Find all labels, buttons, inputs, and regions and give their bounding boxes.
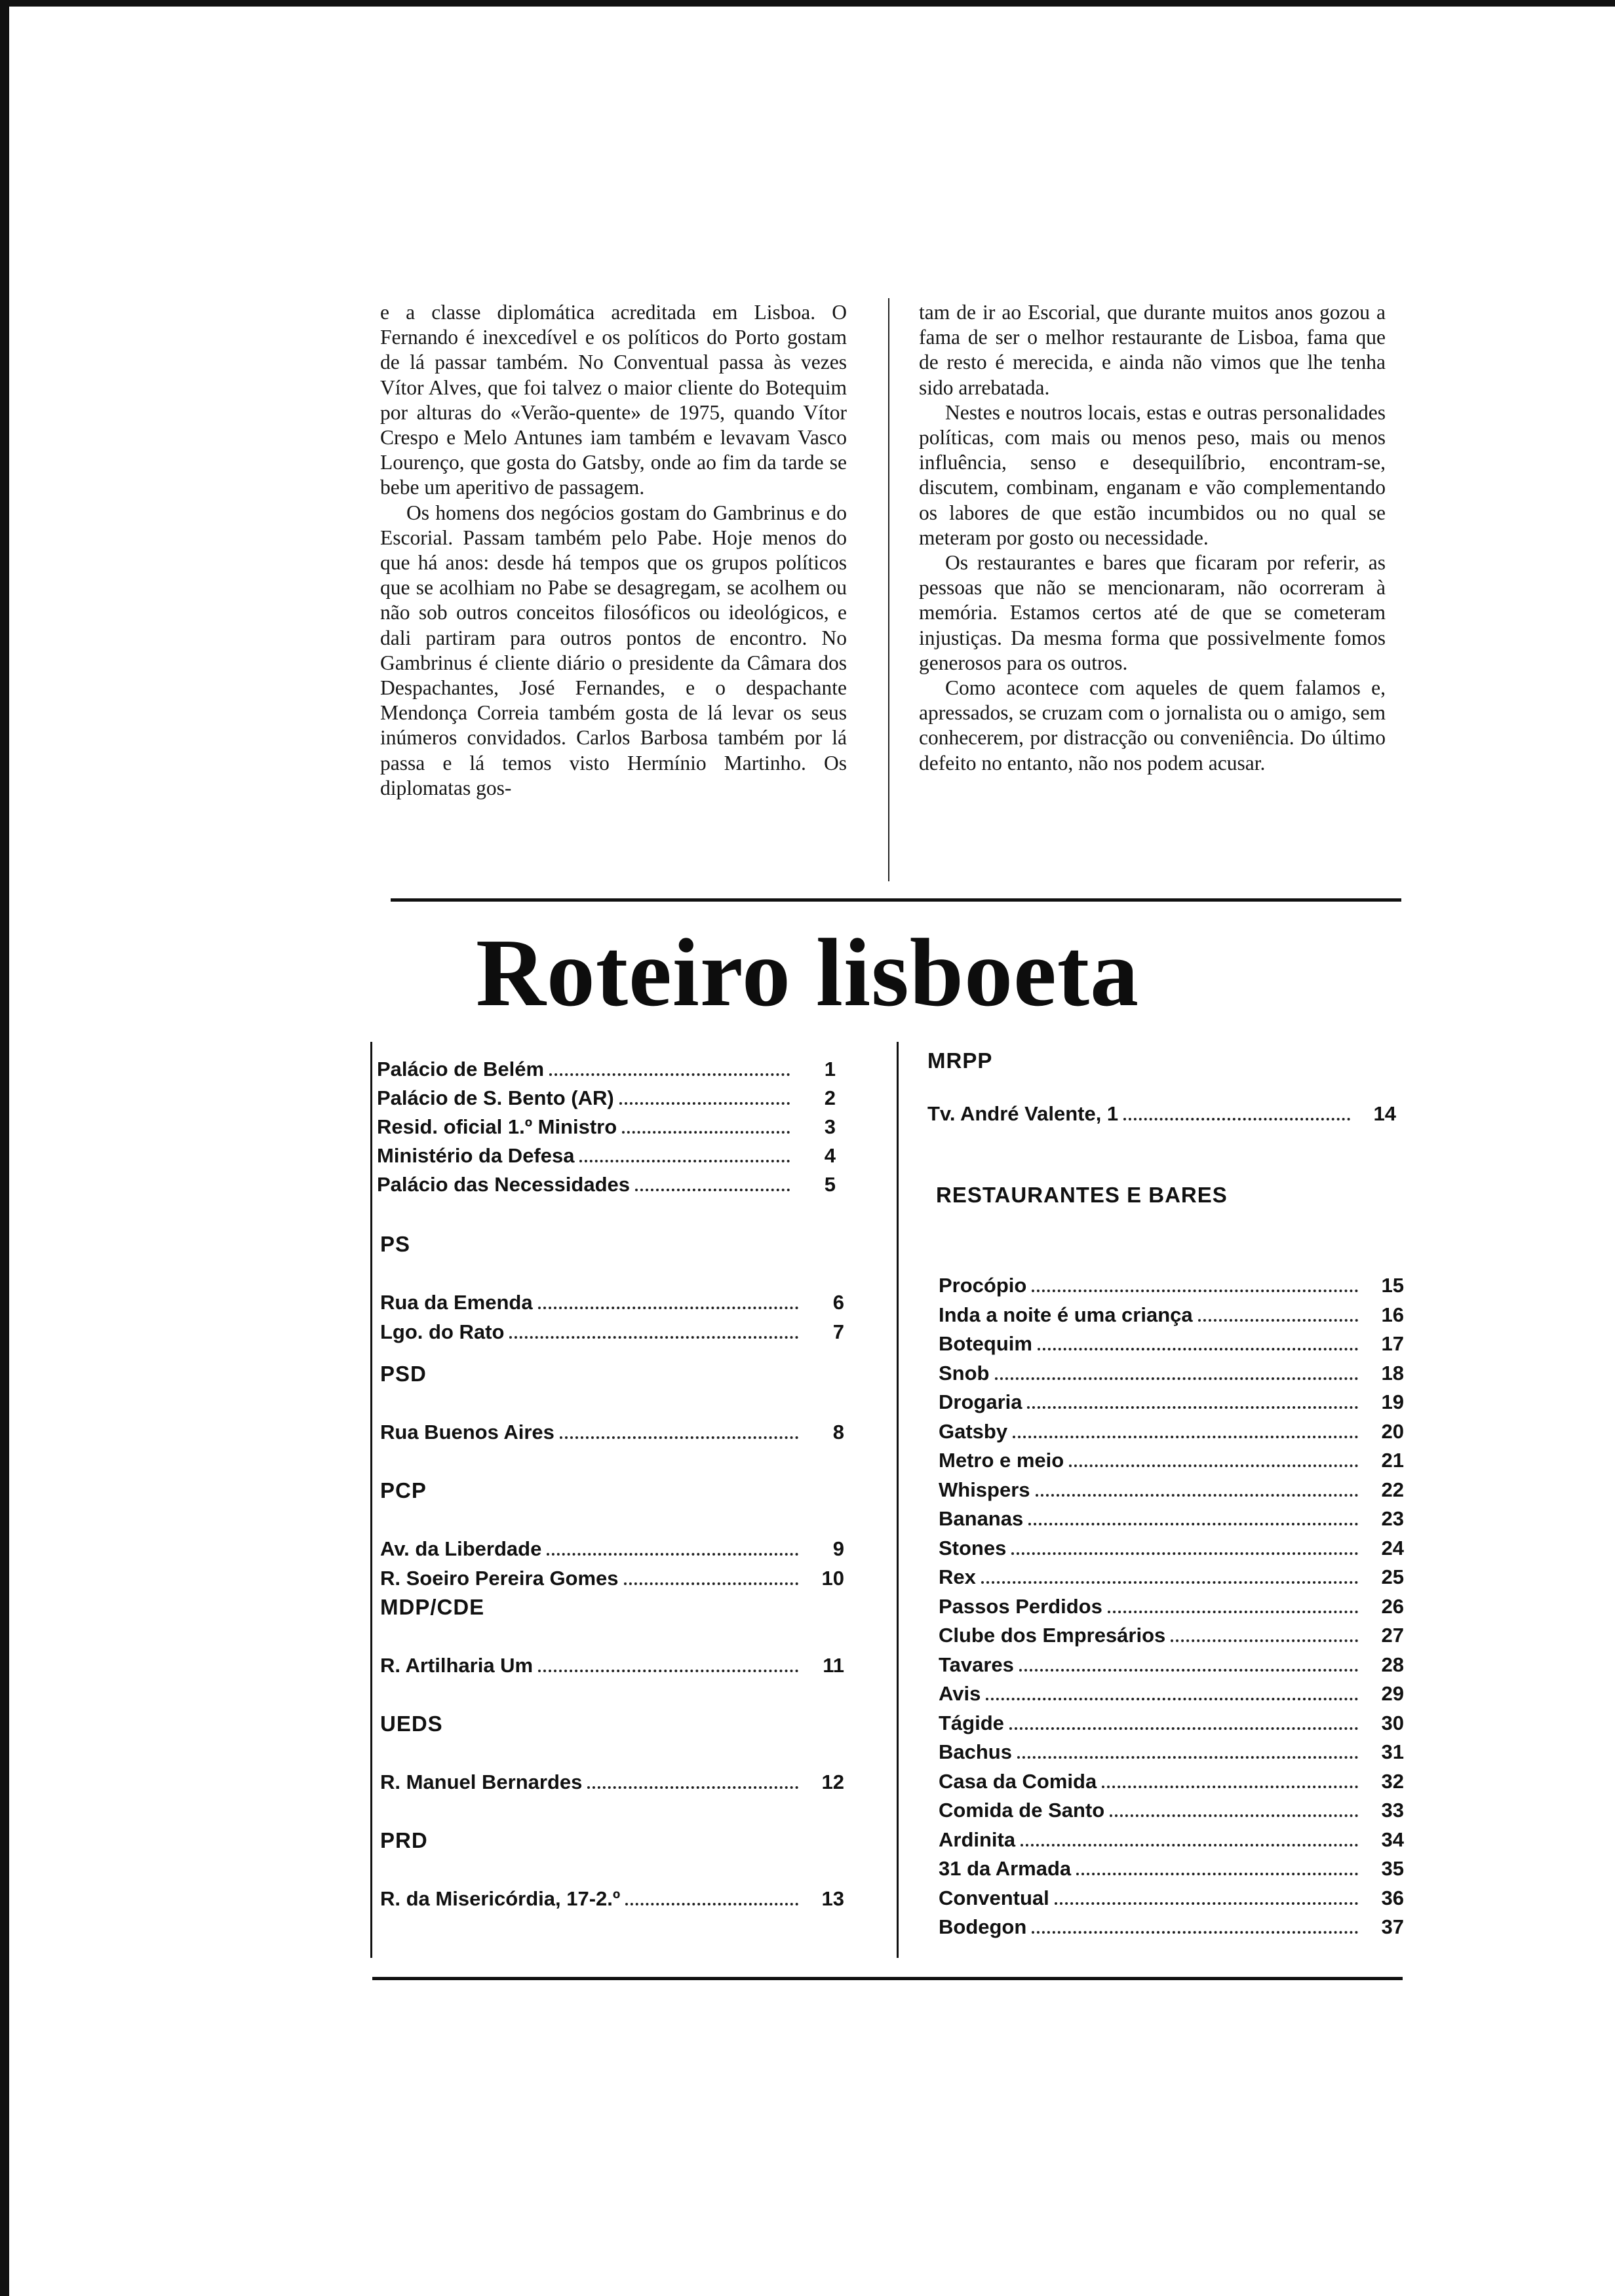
index-entry [939, 1769, 1404, 1796]
article-left-column [380, 300, 847, 801]
article-right-column [919, 300, 1386, 776]
index-entry-name: R. da Misericórdia, 17-2.º [380, 1887, 621, 1910]
index-entry [939, 1272, 1404, 1300]
dot-leader [1032, 1931, 1358, 1934]
index-entry-name: Bachus [939, 1740, 1012, 1763]
index-entry-number: 3 [824, 1115, 836, 1138]
index-entry-number: 4 [824, 1144, 836, 1167]
index-entry-name: Clube dos Empresários [939, 1624, 1166, 1647]
dot-leader [986, 1698, 1358, 1700]
index-entry-name: Snob [939, 1361, 990, 1385]
index-entry-name: Conventual [939, 1886, 1049, 1909]
index-section-heading: UEDS [380, 1712, 443, 1736]
index-entry-number: 22 [1381, 1478, 1404, 1501]
index-entry-number: 8 [832, 1421, 844, 1444]
dot-leader [1013, 1436, 1358, 1438]
index-entry-name: Procópio [939, 1274, 1027, 1297]
index-entry-name: Ardinita [939, 1827, 1016, 1851]
dot-leader [1171, 1639, 1358, 1642]
index-entry-number: 18 [1381, 1361, 1404, 1385]
index-entry-number: 9 [832, 1537, 844, 1560]
index-section-heading: PCP [380, 1478, 427, 1502]
index-entry-number: 10 [821, 1567, 844, 1590]
dot-leader [1032, 1290, 1358, 1292]
index-entry [939, 1331, 1404, 1358]
index-entry-number: 24 [1381, 1536, 1404, 1559]
index-entry-name: Casa da Comida [939, 1769, 1097, 1793]
dot-leader [1021, 1844, 1358, 1846]
dot-leader [1069, 1464, 1358, 1467]
dot-leader [1027, 1406, 1358, 1409]
article-paragraph: tam de ir ao Escorial, que durante muitos anos gozou a fama de ser o melhor restaurante de Lisboa, fama que de resto é merecida, e ainda não vimos que lhe tenha sido arrebatada. [919, 301, 1386, 399]
scan-left-edge [0, 0, 9, 2296]
index-entry-number: 21 [1381, 1449, 1404, 1472]
index-entry [939, 1535, 1404, 1563]
index-entry [380, 1565, 844, 1593]
index-entry [939, 1710, 1404, 1738]
index-entry-number: 14 [1373, 1102, 1396, 1125]
index-section-heading: MDP/CDE [380, 1595, 485, 1619]
article-paragraph: Como acontece com aqueles de quem falamos e, apressados, se cruzam com o jornalista ou o amigo, sem conhecerem, por distracção ou conveniência. Do último defeito no entanto, não nos podem acusar. [919, 676, 1386, 775]
index-entry-number: 28 [1381, 1653, 1404, 1676]
index-middle-divider [897, 1042, 899, 1958]
index-entry [939, 1389, 1404, 1417]
index-entry-name: Passos Perdidos [939, 1594, 1102, 1618]
dot-leader [1038, 1348, 1358, 1350]
index-entry [939, 1827, 1404, 1854]
index-entry-number: 11 [823, 1654, 844, 1677]
index-entry-number: 30 [1381, 1711, 1404, 1734]
article-paragraph: e a classe diplomática acreditada em Lisboa. O Fernando é inexcedível e os políticos do Porto gostam de lá passar também. No Conventual passa às vezes Vítor Alves, que foi talvez o maior cliente do Botequim por alturas do «Verão-quente» de 1975, quando Vítor Crespo e Melo Antunes iam também e levavam Vasco Lourenço, que gosta do Gatsby, onde ao fim da tarde se bebe um aperitivo de passagem. [380, 301, 847, 499]
index-entry-name: Lgo. do Rato [380, 1320, 505, 1343]
index-entry [380, 1886, 844, 1913]
index-entry-name: R. Artilharia Um [380, 1654, 534, 1677]
index-entry-number: 25 [1381, 1565, 1404, 1588]
dot-leader [624, 1582, 798, 1585]
index-entry-number: 17 [1381, 1332, 1404, 1355]
index-entry [939, 1681, 1404, 1708]
index-entry-number: 1 [824, 1058, 836, 1081]
index-entry-name: Bodegon [939, 1915, 1027, 1938]
index-entry-number: 36 [1381, 1886, 1404, 1909]
index-entry-name: Gatsby [939, 1419, 1008, 1443]
dot-leader [579, 1160, 790, 1162]
index-entry-number: 34 [1381, 1827, 1404, 1851]
dot-leader [625, 1903, 798, 1905]
index-entry-number: 31 [1381, 1740, 1404, 1763]
article-paragraph: Os restaurantes e bares que ficaram por referir, as pessoas que não se mencionaram, não ocorreram à memória. Estamos certos até de que se cometeram injustiças. Da mesma forma que possivelmente fomos generosos para os outros. [919, 551, 1386, 674]
index-entry [939, 1856, 1404, 1883]
page-title: Roteiro lisboeta [475, 919, 1140, 1027]
index-entry-name: Av. da Liberdade [380, 1537, 542, 1560]
index-section-heading: RESTAURANTES E BARES [936, 1183, 1228, 1207]
index-entry-number: 5 [824, 1173, 836, 1196]
index-entry-number: 32 [1381, 1769, 1404, 1793]
dot-leader [622, 1131, 790, 1134]
index-entry-name: Rua Buenos Aires [380, 1421, 555, 1444]
index-entry-number: 7 [832, 1320, 844, 1343]
index-entry [377, 1114, 836, 1141]
dot-leader [1123, 1118, 1350, 1120]
index-entry [380, 1290, 844, 1317]
index-entry-name: Palácio de Belém [377, 1058, 545, 1081]
index-entry-number: 29 [1381, 1682, 1404, 1705]
index-entry [939, 1447, 1404, 1475]
index-entry-name: Comida de Santo [939, 1799, 1105, 1822]
dot-leader [619, 1102, 790, 1105]
index-entry [939, 1564, 1404, 1592]
index-entry-number: 15 [1381, 1274, 1404, 1297]
section-rule-top [391, 898, 1401, 902]
scan-top-edge [0, 0, 1615, 7]
index-entry-number: 26 [1381, 1594, 1404, 1618]
article-paragraph: Os homens dos negócios gostam do Gambrinus e do Escorial. Passam também pelo Pabe. Hoje menos do que há anos: desde há tempos que os grupos políticos que se acolhiam no Pabe se desagregam, se acolhem ou não sob outros conceitos filosóficos ou ideológicos, e dali partiram para outros pontos de encontro. No Gambrinus é cliente diário o presidente da Câmara dos Despachantes, José Fernandes, e o despachante Mendonça Correia também gosta de lá levar os seus inúmeros convidados. Carlos Barbosa também por lá passa e lá temos visto Hermínio Martinho. Os diplomatas gos- [380, 501, 847, 799]
dot-leader [547, 1553, 798, 1556]
index-entry-name: Tágide [939, 1711, 1004, 1734]
index-entry-name: Tv. André Valente, 1 [927, 1102, 1119, 1125]
index-left-border [370, 1042, 372, 1958]
index-entry [939, 1506, 1404, 1533]
dot-leader [538, 1670, 798, 1672]
index-entry-number: 20 [1381, 1419, 1404, 1443]
index-entry-name: Drogaria [939, 1390, 1022, 1413]
dot-leader [587, 1786, 798, 1789]
dot-leader [1108, 1611, 1358, 1613]
index-entry-name: Rex [939, 1565, 976, 1588]
dot-leader [1036, 1494, 1358, 1497]
index-entry [939, 1797, 1404, 1825]
index-section-heading: PSD [380, 1362, 427, 1386]
dot-leader [1055, 1902, 1358, 1905]
index-entry [377, 1172, 836, 1199]
dot-leader [1102, 1786, 1358, 1788]
index-entry-name: Stones [939, 1536, 1007, 1559]
index-entry-name: Palácio de S. Bento (AR) [377, 1086, 614, 1109]
index-entry [380, 1769, 844, 1797]
index-entry-number: 6 [832, 1291, 844, 1314]
index-entry-name: Ministério da Defesa [377, 1144, 575, 1167]
index-entry-number: 13 [821, 1887, 844, 1910]
index-entry [380, 1653, 844, 1680]
dot-leader [1017, 1756, 1358, 1759]
index-entry-name: R. Soeiro Pereira Gomes [380, 1567, 619, 1590]
index-entry [380, 1419, 844, 1447]
index-entry-name: Whispers [939, 1478, 1030, 1501]
dot-leader [560, 1436, 798, 1439]
dot-leader [1076, 1873, 1358, 1875]
index-entry-name: 31 da Armada [939, 1857, 1072, 1880]
index-entry-number: 16 [1381, 1303, 1404, 1326]
index-entry [927, 1101, 1396, 1128]
index-entry-number: 33 [1381, 1799, 1404, 1822]
index-entry [939, 1622, 1404, 1650]
index-entry [377, 1085, 836, 1113]
index-entry [939, 1360, 1404, 1388]
index-entry [939, 1477, 1404, 1504]
index-entry [380, 1536, 844, 1563]
index-entry-number: 19 [1381, 1390, 1404, 1413]
dot-leader [1009, 1727, 1358, 1730]
index-entry [939, 1739, 1404, 1767]
dot-leader [635, 1189, 790, 1191]
dot-leader [1198, 1319, 1358, 1322]
index-entry [939, 1302, 1404, 1330]
index-entry-name: Inda a noite é uma criança [939, 1303, 1193, 1326]
index-entry-number: 35 [1381, 1857, 1404, 1880]
index-entry [380, 1319, 844, 1347]
index-entry-number: 2 [824, 1086, 836, 1109]
index-entry-number: 37 [1381, 1915, 1404, 1938]
index-entry-number: 12 [821, 1770, 844, 1793]
index-entry-name: Bananas [939, 1507, 1024, 1530]
section-rule-bottom [372, 1977, 1403, 1980]
index-entry-number: 23 [1381, 1507, 1404, 1530]
dot-leader [1019, 1669, 1358, 1672]
dot-leader [509, 1336, 798, 1339]
index-section-heading: MRPP [927, 1048, 993, 1073]
dot-leader [981, 1581, 1358, 1584]
dot-leader [995, 1377, 1359, 1380]
index-section-heading: PS [380, 1232, 411, 1256]
dot-leader [549, 1073, 790, 1076]
index-entry-name: Botequim [939, 1332, 1032, 1355]
index-entry [377, 1143, 836, 1170]
column-divider [888, 298, 889, 881]
dot-leader [538, 1307, 798, 1309]
dot-leader [1110, 1814, 1358, 1817]
index-entry [939, 1652, 1404, 1679]
index-section-heading: PRD [380, 1828, 428, 1852]
index-entry [939, 1419, 1404, 1446]
dot-leader [1011, 1552, 1358, 1555]
index-entry-name: Resid. oficial 1.º Ministro [377, 1115, 617, 1138]
index-entry-name: Palácio das Necessidades [377, 1173, 631, 1196]
dot-leader [1028, 1523, 1358, 1525]
index-entry-name: Metro e meio [939, 1449, 1064, 1472]
index-entry [377, 1056, 836, 1084]
index-entry [939, 1914, 1404, 1942]
index-entry-name: Rua da Emenda [380, 1291, 533, 1314]
index-entry-name: Tavares [939, 1653, 1014, 1676]
index-entry-name: Avis [939, 1682, 981, 1705]
index-entry [939, 1885, 1404, 1913]
index-entry-name: R. Manuel Bernardes [380, 1770, 583, 1793]
index-entry [939, 1594, 1404, 1621]
article-paragraph: Nestes e noutros locais, estas e outras personalidades políticas, com mais ou menos peso, mais ou menos influência, senso e desequilíbrio, encontram-se, discutem, combinam, enganam e vão complementando os labores de que estão incumbidos ou no qual se meteram por gosto ou necessidade. [919, 400, 1386, 549]
index-entry-number: 27 [1381, 1624, 1404, 1647]
